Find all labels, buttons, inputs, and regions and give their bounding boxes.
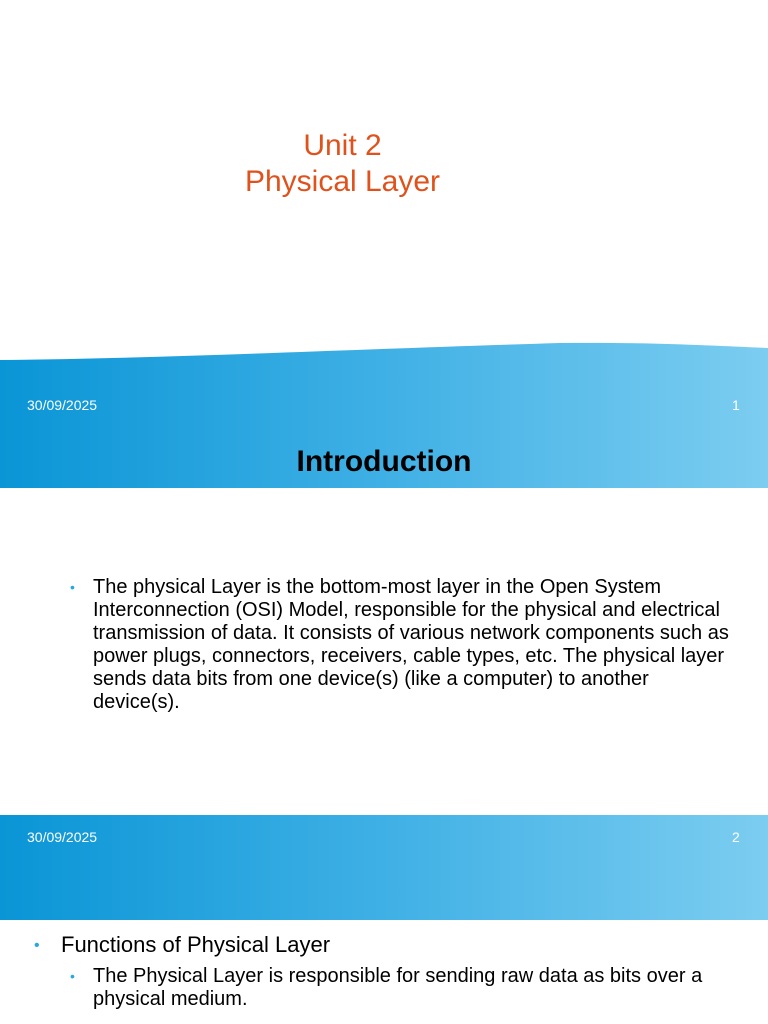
- slide3-sub-bullet: The Physical Layer is responsible for sending raw data as bits over a physical medium.: [93, 965, 703, 1010]
- slide1-page-number: 1: [732, 397, 740, 413]
- slide2-page-number: 2: [732, 829, 740, 845]
- slide2-bullet-text: The physical Layer is the bottom-most layer in the Open System Interconnection (OSI) Model, responsible for the physical and electrical transmission of data. It consists of various network components such as power plugs, connectors, receivers, cable types, etc. The physical layer sends data bits from one device(s) (like a computer) to another device(s).: [93, 576, 729, 713]
- slide2-title: Introduction: [296, 445, 472, 478]
- bullet-icon: •: [34, 937, 40, 954]
- slide2-footer-band: [0, 815, 768, 920]
- slide3-bullet-list: [0, 932, 768, 1011]
- list-item: [0, 965, 768, 1011]
- slide-title-line1: Unit 2: [303, 129, 382, 162]
- slide-title-line2: Physical Layer: [244, 165, 441, 198]
- slide-title: [0, 128, 685, 200]
- bullet-icon: •: [70, 579, 75, 595]
- slide2-date: 30/09/2025: [27, 829, 98, 845]
- slide2-bullet-list: [0, 576, 768, 714]
- list-item: [0, 576, 768, 714]
- list-item: [0, 932, 768, 958]
- slide1-date: 30/09/2025: [27, 397, 98, 413]
- bullet-icon: •: [70, 968, 75, 984]
- slide3-bullet-main: Functions of Physical Layer: [61, 932, 331, 957]
